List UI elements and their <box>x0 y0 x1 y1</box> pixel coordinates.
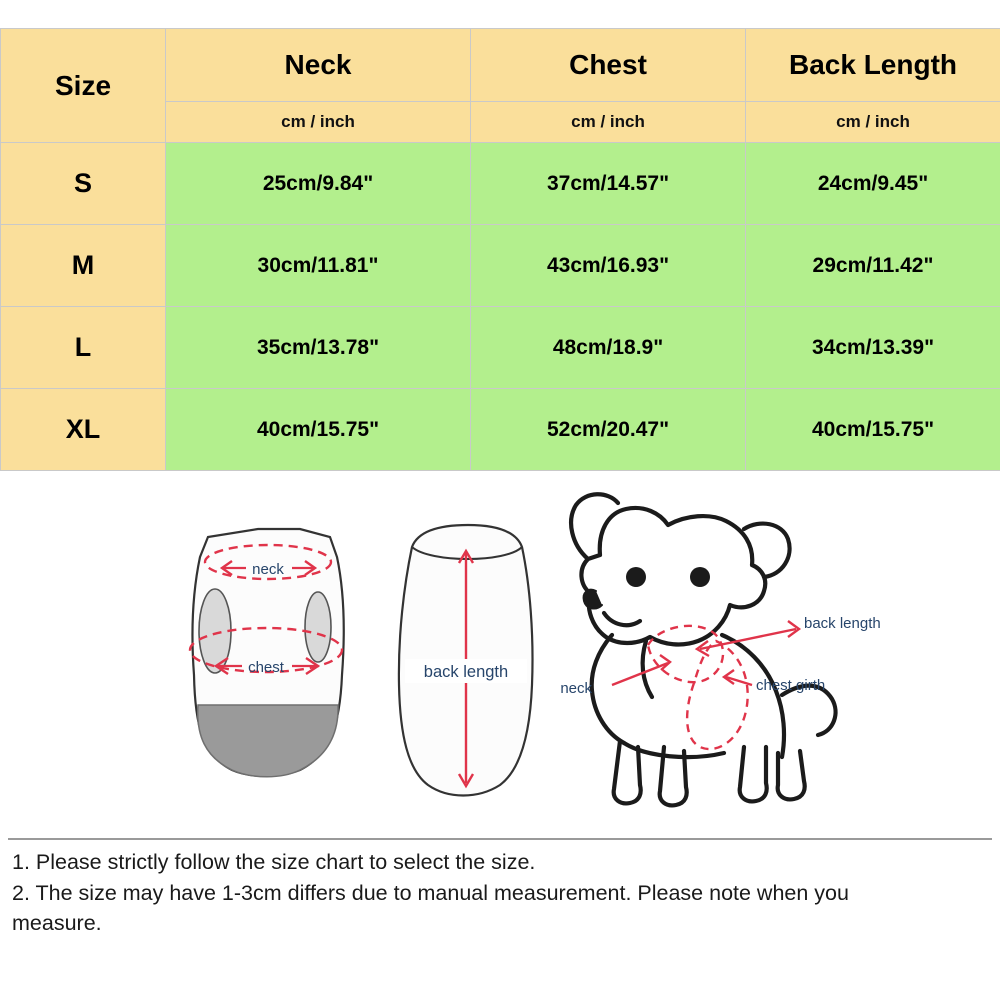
cell-neck: 35cm/13.78" <box>166 307 471 389</box>
label-dog-neck: neck <box>560 680 592 697</box>
cell-size: M <box>1 225 166 307</box>
cell-chest: 43cm/16.93" <box>471 225 746 307</box>
header-chest: Chest <box>471 29 746 102</box>
cell-chest: 52cm/20.47" <box>471 389 746 471</box>
table-header-row <box>1 29 1000 102</box>
note-line-2: 2. The size may have 1-3cm differs due to manual measurement. Please note when you <box>12 880 849 905</box>
label-front-neck: neck <box>252 561 284 578</box>
header-back-length: Back Length <box>746 29 1000 102</box>
label-front-chest: chest <box>248 659 284 676</box>
notes-section <box>8 838 992 940</box>
cell-back-length: 24cm/9.45" <box>746 143 1000 225</box>
back-garment-illustration <box>399 525 533 796</box>
label-back-length-garment: back length <box>423 663 509 681</box>
table-row <box>1 225 1000 307</box>
table-row <box>1 389 1000 471</box>
cell-back-length: 29cm/11.42" <box>746 225 1000 307</box>
label-dog-back-length: back length <box>804 615 881 632</box>
cell-neck: 40cm/15.75" <box>166 389 471 471</box>
notes-divider <box>8 838 992 840</box>
size-chart-table <box>0 28 1000 471</box>
cell-chest: 48cm/18.9" <box>471 307 746 389</box>
cell-back-length: 40cm/15.75" <box>746 389 1000 471</box>
cell-back-length: 34cm/13.39" <box>746 307 1000 389</box>
label-dog-chest-girth: chest girth <box>756 677 826 694</box>
dog-illustration <box>571 494 835 805</box>
table-row <box>1 143 1000 225</box>
note-line-3: measure. <box>12 911 102 936</box>
cell-size: XL <box>1 389 166 471</box>
header-size: Size <box>1 29 166 143</box>
table-row <box>1 307 1000 389</box>
unit-chest: cm / inch <box>471 102 746 143</box>
cell-size: S <box>1 143 166 225</box>
front-garment-illustration <box>190 529 344 777</box>
header-neck: Neck <box>166 29 471 102</box>
unit-neck: cm / inch <box>166 102 471 143</box>
note-line-1: 1. Please strictly follow the size chart to select the size. <box>12 850 536 874</box>
cell-size: L <box>1 307 166 389</box>
measurement-diagram <box>0 485 1000 840</box>
cell-neck: 25cm/9.84" <box>166 143 471 225</box>
cell-chest: 37cm/14.57" <box>471 143 746 225</box>
unit-back-length: cm / inch <box>746 102 1000 143</box>
cell-neck: 30cm/11.81" <box>166 225 471 307</box>
